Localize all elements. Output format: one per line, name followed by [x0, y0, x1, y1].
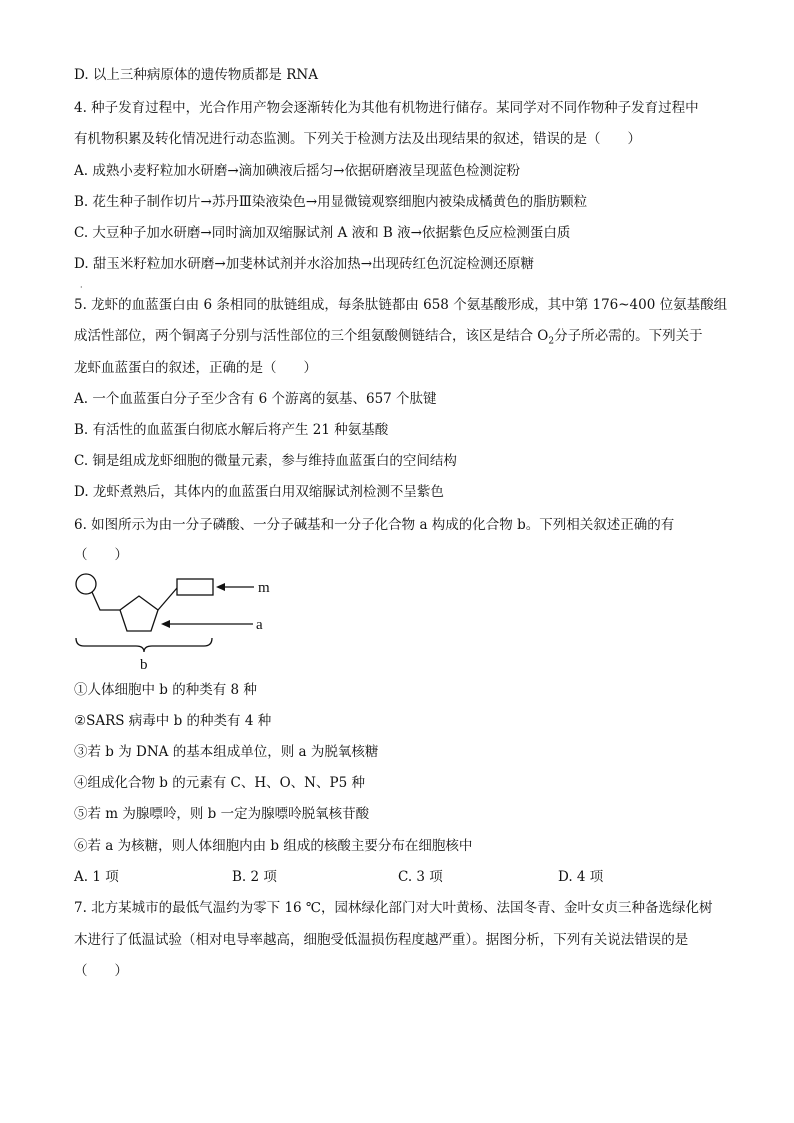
q6-option-b: B. 2 项 [232, 869, 277, 885]
q6-statement-5: ⑤若 m 为腺嘌呤，则 b 一定为腺嘌呤脱氧核苷酸 [74, 806, 370, 822]
phosphate-circle [76, 574, 96, 594]
nucleotide-svg [70, 566, 290, 672]
q3-option-d: D. 以上三种病原体的遗传物质都是 RNA [74, 67, 318, 83]
brace [76, 638, 212, 652]
q7-stem-line3: （ ） [74, 963, 128, 979]
arrow-m-head [216, 583, 225, 591]
q6-statement-6: ⑥若 a 为核糖，则人体细胞内由 b 组成的核酸主要分布在细胞核中 [74, 838, 473, 854]
q6-option-d: D. 4 项 [558, 869, 604, 885]
q5-subscript: 2 [548, 336, 555, 347]
base-bond [158, 588, 177, 610]
pentose-pentagon [120, 596, 158, 631]
q5-stem-line2-post: 分子所必需的。下列关于 [554, 328, 703, 344]
q5-option-a: A. 一个血蓝蛋白分子至少含有 6 个游离的氨基、657 个肽键 [74, 391, 437, 407]
q7-stem-line2: 木进行了低温试验（相对电导率越高，细胞受低温损伤程度越严重）。据图分析，下列有关说法错误的是 [74, 932, 689, 948]
label-m: m [258, 580, 270, 596]
q4-option-b: B. 花生种子制作切片→苏丹Ⅲ染液染色→用显微镜观察细胞内被染成橘黄色的脂肪颗粒 [74, 194, 588, 210]
q7-stem-line1: 7. 北方某城市的最低气温约为零下 16 ℃，园林绿化部门对大叶黄杨、法国冬青、金叶女贞三种备选绿化树 [74, 900, 713, 916]
q5-option-d: D. 龙虾煮熟后，其体内的血蓝蛋白用双缩脲试剂检测不呈紫色 [74, 484, 444, 500]
q6-stem-line1: 6. 如图所示为由一分子磷酸、一分子碱基和一分子化合物 a 构成的化合物 b。下列相关叙述正确的有 [74, 517, 675, 533]
label-a: a [256, 617, 263, 633]
stray-dot: · [80, 283, 83, 292]
q5-option-c: C. 铜是组成龙虾细胞的微量元素，参与维持血蓝蛋白的空间结构 [74, 453, 457, 469]
label-b: b [140, 657, 148, 672]
q6-statement-2: ②SARS 病毒中 b 的种类有 4 种 [74, 713, 272, 729]
q4-option-c: C. 大豆种子加水研磨→同时滴加双缩脲试剂 A 液和 B 液→依据紫色反应检测蛋白质 [74, 225, 571, 241]
phosphate-bond [92, 592, 120, 610]
q5-option-b: B. 有活性的血蓝蛋白彻底水解后将产生 21 种氨基酸 [74, 422, 389, 438]
q4-option-a: A. 成熟小麦籽粒加水研磨→滴加碘液后摇匀→依据研磨液呈现蓝色检测淀粉 [74, 163, 520, 179]
nucleotide-diagram [70, 566, 290, 672]
q5-stem-line2-pre: 成活性部位，两个铜离子分别与活性部位的三个组氨酸侧链结合，该区是结合 O [74, 328, 549, 344]
q6-option-c: C. 3 项 [398, 869, 443, 885]
q5-stem-line3: 龙虾血蓝蛋白的叙述，正确的是（ ） [74, 360, 317, 376]
q6-stem-line2: （ ） [74, 547, 128, 563]
q4-option-d: D. 甜玉米籽粒加水研磨→加斐林试剂并水浴加热→出现砖红色沉淀检测还原糖 [74, 256, 535, 272]
q6-statement-4: ④组成化合物 b 的元素有 C、H、O、N、P5 种 [74, 775, 365, 791]
q4-stem-line1: 4. 种子发育过程中，光合作用产物会逐渐转化为其他有机物进行储存。某同学对不同作物种子发育过程中 [74, 100, 699, 116]
q6-statement-1: ①人体细胞中 b 的种类有 8 种 [74, 682, 257, 698]
q6-statement-3: ③若 b 为 DNA 的基本组成单位，则 a 为脱氧核糖 [74, 744, 379, 760]
q5-stem-line1: 5. 龙虾的血蓝蛋白由 6 条相同的肽链组成，每条肽链都由 658 个氨基酸形成，其中第 176~400 位氨基酸组 [74, 297, 728, 313]
q6-option-a: A. 1 项 [74, 869, 119, 885]
arrow-a-head [161, 620, 170, 628]
q5-stem-line2 [74, 327, 724, 351]
q4-stem-line2: 有机物积累及转化情况进行动态监测。下列关于检测方法及出现结果的叙述，错误的是（ ） [74, 131, 641, 147]
base-rectangle [177, 579, 213, 595]
